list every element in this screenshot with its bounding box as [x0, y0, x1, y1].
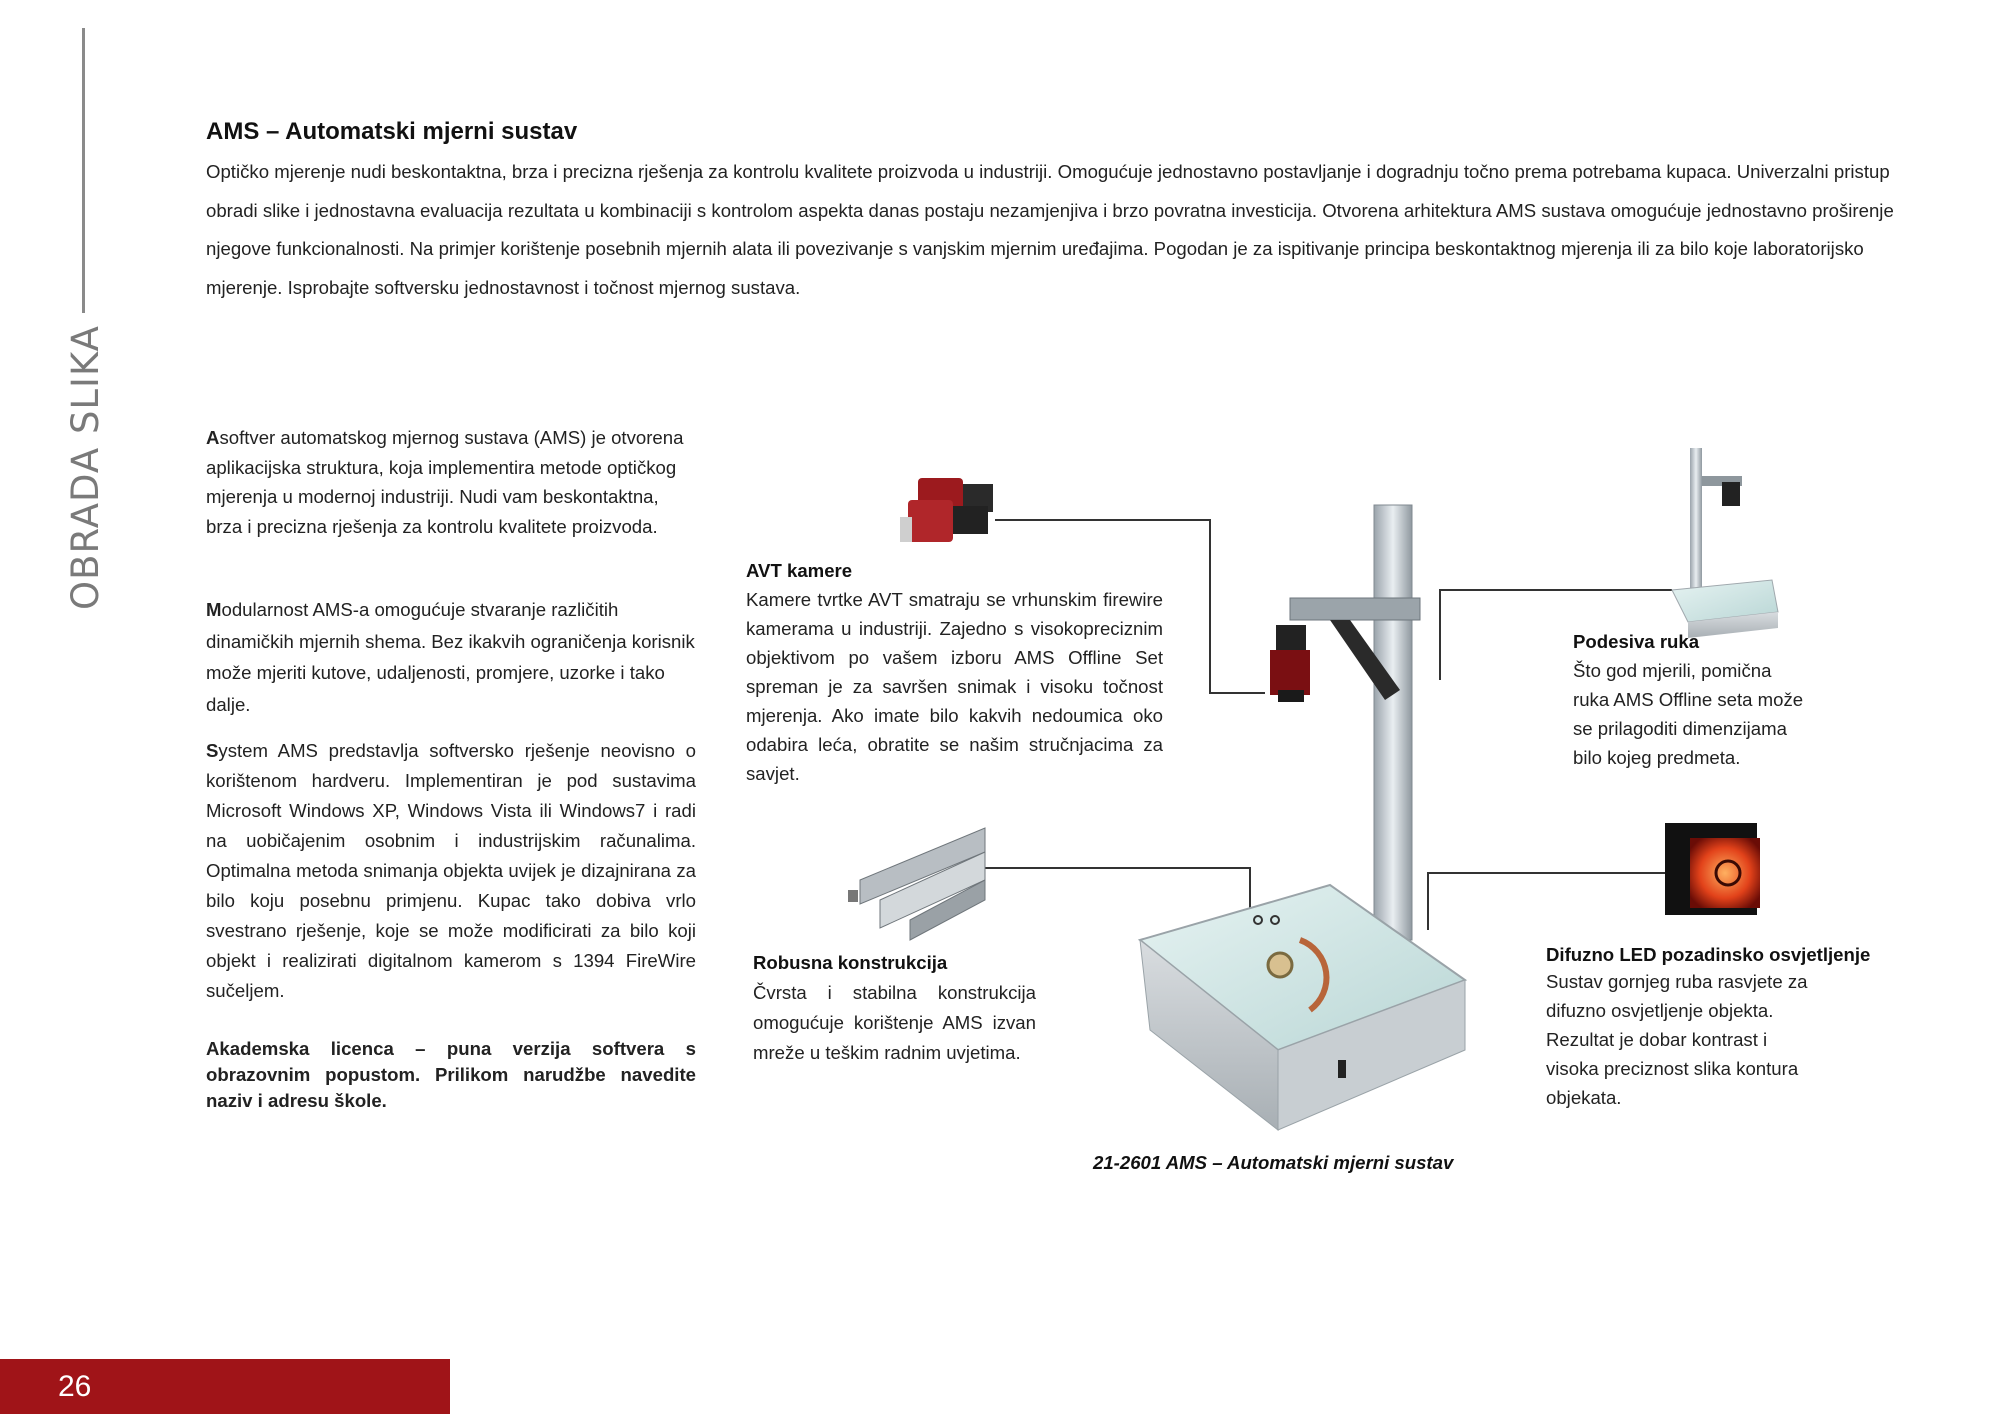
feature-title: Robusna konstrukcija	[753, 952, 948, 973]
adjustable-arm-image	[1672, 448, 1778, 638]
section-label: OBRADA SLIKA	[64, 325, 107, 610]
feature-line: visoka preciznost slika kontura	[1546, 1058, 1799, 1079]
feature-line: Što god mjerili, pomična	[1573, 660, 1772, 681]
drop-initial: M	[206, 599, 222, 620]
feature-avt-cameras	[746, 557, 1163, 788]
drop-initial: S	[206, 740, 219, 761]
feature-title: Difuzno LED pozadinsko osvjetljenje	[1546, 944, 1871, 965]
feature-line: bilo kojeg predmeta.	[1573, 747, 1741, 768]
feature-line: Rezultat je dobar kontrast i	[1546, 1029, 1768, 1050]
aluminium-profiles-image	[848, 828, 985, 940]
feature-line: difuzno osvjetljenje objekta.	[1546, 1000, 1774, 1021]
feature-text: Čvrsta i stabilna konstrukcija omogućuje korištenje AMS izvan mreže u teškim radnim uvjetima.	[753, 982, 1036, 1063]
paragraph-text: ystem AMS predstavlja softversko rješenje neovisno o korištenom hardveru. Implementiran je pod sustavima Microsoft Windows XP, Windows Vista ili Windows7 i radi na uobičajenim osobnim i industrijskim računalima. Optimalna metoda snimanja objekta uvijek je dizajnirana za bilo koju posebnu primjenu. Kupac tako dobiva vrlo svestrano rješenje, koje se može modificirati za bilo koji objekt i realizirati digitalnom kamerom s 1394 FireWire sučeljem.	[206, 740, 696, 1001]
feature-line: Sustav gornjeg ruba rasvjete za	[1546, 971, 1808, 992]
page-number: 26	[58, 1370, 92, 1403]
ams-stand-image	[1140, 505, 1465, 1130]
paragraph-text: Akademska licenca – puna verzija softvera s obrazovnim popustom. Prilikom narudžbe navedite naziv i adresu škole.	[206, 1038, 696, 1111]
avt-cameras-image	[900, 478, 993, 542]
feature-line: objekata.	[1546, 1087, 1622, 1108]
intro-paragraph: Optičko mjerenje nudi beskontaktna, brza i precizna rješenja za kontrolu kvalitete proizvoda u industriji. Omogućuje jednostavno postavljanje i dogradnju točno prema potrebama kupaca. Univerzalni pristup obradi slike i jednostavna evaluacija rezultata u kombinaciji s kontrolom aspekta danas postaju nezamjenjiva i brzo povratna investicija. Otvorena arhitektura AMS sustava omogućuje jednostavno proširenje njegove funkcionalnosti. Na primjer korištenje posebnih mjernih alata ili povezivanje s vanjskim mjernim uređajima. Pogodan je za ispitivanje principa beskontaktnog mjerenja ili za bilo koje laboratorijsko mjerenje. Isprobajte softversku jednostavnost i točnost mjernog sustava.	[206, 161, 1894, 298]
feature-line: se prilagoditi dimenzijama	[1573, 718, 1787, 739]
feature-title: AVT kamere	[746, 560, 853, 581]
feature-text: Kamere tvrtke AVT smatraju se vrhunskim firewire kamerama u industriji. Zajedno s visokopreciznim objektivom po vašem izboru AMS Offline Set spreman je za savršen snimak i visoku točnost mjerenja. Ako imate bilo kakvih nedoumica oko odabira leća, obratite se našim stručnjacima za savjet.	[746, 589, 1163, 784]
feature-adjustable-arm	[1573, 627, 1853, 772]
led-backlight-image	[1665, 823, 1760, 915]
feature-robust-construction	[753, 948, 1036, 1068]
drop-initial: A	[206, 427, 220, 448]
paragraph-text: odularnost AMS-a omogućuje stvaranje različitih dinamičkih mjernih shema. Bez ikakvih ograničenja korisnik može mjeriti kutove, udaljenosti, promjere, uzorke i tako dalje.	[206, 599, 695, 715]
page-title: AMS – Automatski mjerni sustav	[206, 118, 578, 145]
feature-title: Podesiva ruka	[1573, 631, 1700, 652]
feature-line: ruka AMS Offline seta može	[1573, 689, 1804, 710]
paragraph-text: softver automatskog mjernog sustava (AMS) je otvorena aplikacijska struktura, koja implementira metode optičkog mjerenja u modernoj industriji. Nudi vam beskontaktna, brza i precizna rješenja za kontrolu kvalitete proizvoda.	[206, 427, 684, 537]
feature-led-backlight	[1546, 943, 1946, 1112]
figure-caption: 21-2601 AMS – Automatski mjerni sustav	[1093, 1152, 1454, 1173]
